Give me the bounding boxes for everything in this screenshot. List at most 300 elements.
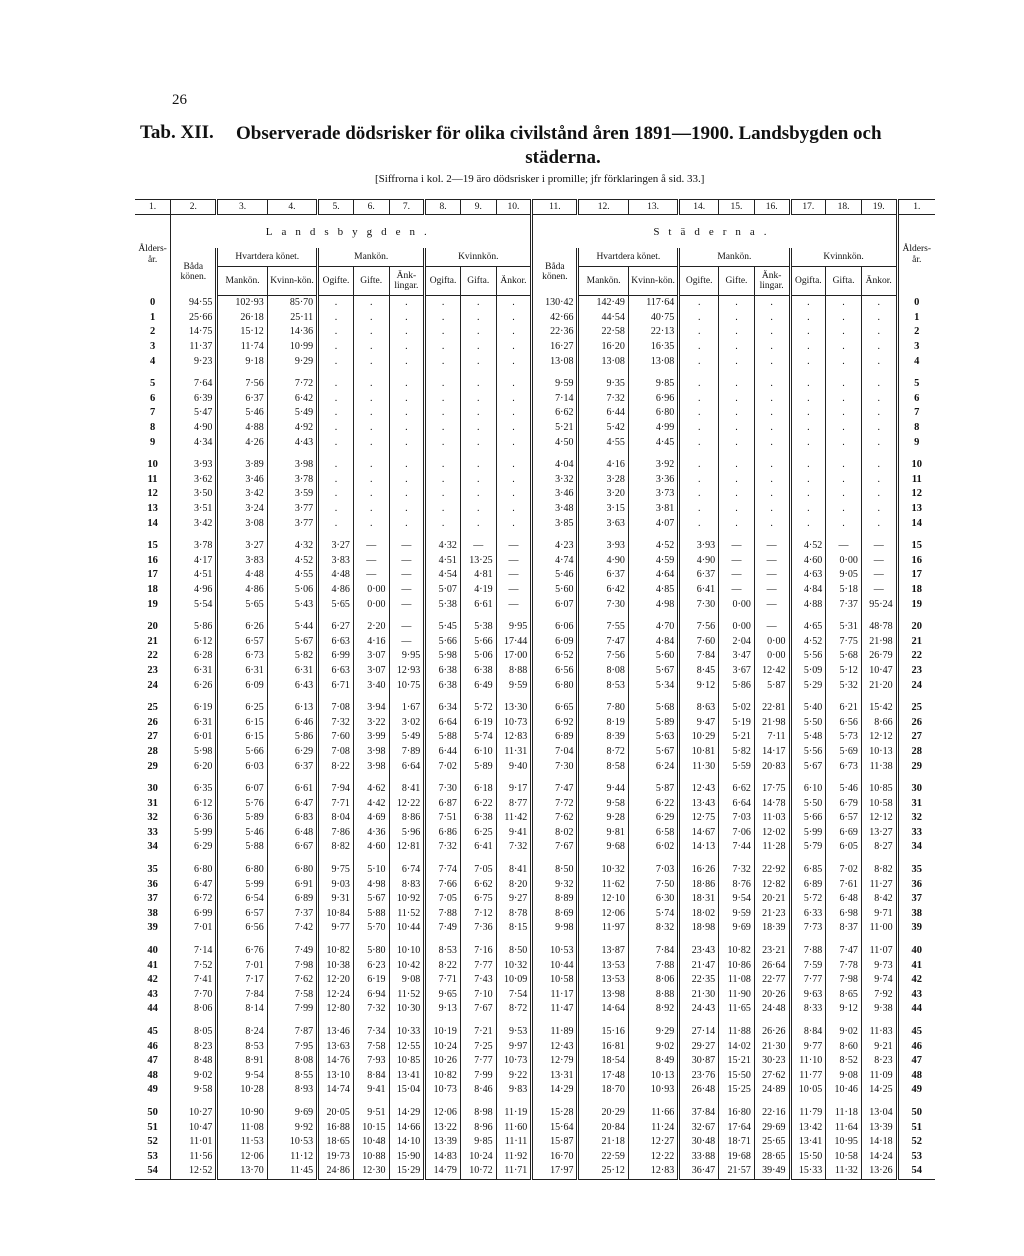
value-cell: 7·16: [460, 944, 496, 959]
value-cell: —: [719, 539, 755, 554]
value-cell: —: [861, 554, 897, 569]
value-cell: 7·41: [194, 974, 213, 986]
value-cell: 3·32: [532, 473, 578, 488]
value-cell: 4·32: [267, 539, 317, 554]
value-cell: 9·85: [628, 377, 678, 392]
value-cell: 5·88: [217, 840, 267, 855]
age-cell: 25: [135, 701, 171, 716]
value-cell: .: [353, 354, 389, 369]
table-row: [135, 1149, 935, 1164]
value-cell: 18·86: [679, 877, 719, 892]
table-row: [135, 944, 935, 959]
age-cell: 18: [135, 583, 171, 598]
value-cell: 11·64: [826, 1120, 862, 1135]
table-row: [135, 568, 935, 583]
value-cell: 7·12: [460, 907, 496, 922]
value-cell: 10·24: [460, 1149, 496, 1164]
value-cell: .: [353, 325, 389, 340]
value-cell: .: [353, 502, 389, 517]
value-cell: 3·98: [353, 759, 389, 774]
value-cell: 7·02: [826, 863, 862, 878]
value-cell: .: [790, 487, 826, 502]
value-cell: 6·06: [532, 620, 578, 635]
value-cell: 3·93: [194, 459, 213, 471]
group-spacer: [135, 612, 935, 620]
table-row: [135, 1164, 935, 1179]
value-cell: 8·96: [460, 1120, 496, 1135]
value-cell: 5·63: [628, 730, 678, 745]
value-cell: 11·18: [826, 1106, 862, 1121]
value-cell: 5·31: [826, 620, 862, 635]
value-cell: 8·14: [217, 1002, 267, 1017]
value-cell: 13·42: [790, 1120, 826, 1135]
value-cell: 5·67: [790, 759, 826, 774]
value-cell: 7·60: [679, 634, 719, 649]
value-cell: 3·02: [389, 715, 425, 730]
value-cell: 6·41: [679, 583, 719, 598]
value-cell: 6·64: [389, 759, 425, 774]
value-cell: 4·96: [194, 583, 213, 595]
value-cell: 7·01: [217, 958, 267, 973]
value-cell: .: [318, 502, 354, 517]
value-cell: 4·45: [628, 435, 678, 450]
value-cell: 7·95: [267, 1039, 317, 1054]
value-cell: 6·57: [217, 907, 267, 922]
value-cell: 6·44: [578, 406, 628, 421]
value-cell: 9·83: [496, 1083, 532, 1098]
value-cell: 4·07: [628, 516, 678, 531]
value-cell: 9·85: [460, 1135, 496, 1150]
value-cell: 6·57: [217, 634, 267, 649]
value-cell: 24·43: [679, 1002, 719, 1017]
value-cell: 6·31: [267, 664, 317, 679]
value-cell: 6·48: [826, 892, 862, 907]
column-number: 1.: [135, 200, 171, 215]
value-cell: 85·70: [267, 296, 317, 311]
value-cell: 5·07: [425, 583, 461, 598]
value-cell: 12·06: [425, 1106, 461, 1121]
value-cell: 4·43: [267, 435, 317, 450]
value-cell: 4·69: [353, 811, 389, 826]
value-cell: 8·82: [861, 863, 897, 878]
value-cell: 6·13: [267, 701, 317, 716]
value-cell: 6·33: [790, 907, 826, 922]
value-cell: 6·19: [194, 702, 213, 714]
value-cell: 9·54: [719, 892, 755, 907]
value-cell: 7·73: [790, 921, 826, 936]
age-cell: 40: [135, 944, 171, 959]
value-cell: 14·17: [754, 745, 790, 760]
value-cell: 14·76: [318, 1054, 354, 1069]
value-cell: 6·02: [628, 840, 678, 855]
value-cell: 17·75: [754, 782, 790, 797]
age-cell: 51: [135, 1120, 171, 1135]
value-cell: 13·25: [460, 554, 496, 569]
value-cell: 5·38: [460, 620, 496, 635]
value-cell: 11·27: [861, 877, 897, 892]
value-cell: 20·29: [578, 1106, 628, 1121]
age-cell: 12: [135, 487, 171, 502]
value-cell: 11·65: [719, 1002, 755, 1017]
value-cell: 8·41: [389, 782, 425, 797]
value-cell: 8·22: [425, 958, 461, 973]
value-cell: .: [496, 435, 532, 450]
value-cell: 6·62: [719, 782, 755, 797]
age-cell: 18: [897, 583, 935, 598]
value-cell: 4·51: [425, 554, 461, 569]
value-cell: 5·47: [194, 407, 213, 419]
age-cell: 38: [135, 907, 171, 922]
value-cell: 6·98: [826, 907, 862, 922]
married-male-header: Gifte.: [353, 267, 389, 296]
value-cell: .: [826, 311, 862, 326]
value-cell: 8·42: [861, 892, 897, 907]
value-cell: 7·87: [267, 1025, 317, 1040]
table-row: [135, 296, 935, 311]
age-cell: 13: [135, 502, 171, 517]
value-cell: .: [318, 435, 354, 450]
value-cell: 10·58: [532, 973, 578, 988]
value-cell: 3·99: [353, 730, 389, 745]
value-cell: .: [496, 325, 532, 340]
value-cell: 6·63: [318, 634, 354, 649]
value-cell: 4·34: [194, 436, 213, 448]
value-cell: 12·83: [628, 1164, 678, 1179]
value-cell: 4·81: [460, 568, 496, 583]
value-cell: 22·13: [628, 325, 678, 340]
value-cell: 13·31: [532, 1069, 578, 1084]
value-cell: 3·98: [353, 745, 389, 760]
value-cell: 3·42: [217, 487, 267, 502]
value-cell: 19·68: [719, 1149, 755, 1164]
value-cell: 6·38: [460, 664, 496, 679]
value-cell: 7·98: [826, 973, 862, 988]
value-cell: 11·01: [189, 1136, 213, 1148]
value-cell: 8·86: [389, 811, 425, 826]
age-cell: 46: [135, 1039, 171, 1054]
value-cell: 5·76: [217, 796, 267, 811]
value-cell: 6·86: [425, 826, 461, 841]
value-cell: 10·46: [826, 1083, 862, 1098]
value-cell: 12·43: [679, 782, 719, 797]
value-cell: 6·89: [267, 892, 317, 907]
value-cell: .: [790, 458, 826, 473]
value-cell: 11·38: [861, 759, 897, 774]
value-cell: .: [496, 473, 532, 488]
value-cell: 7·86: [318, 826, 354, 841]
value-cell: 7·67: [460, 1002, 496, 1017]
male-group-header-cities: Mankön.: [679, 248, 790, 267]
value-cell: 10·85: [389, 1054, 425, 1069]
value-cell: 5·18: [826, 583, 862, 598]
value-cell: 11·28: [754, 840, 790, 855]
age-cell: 19: [135, 597, 171, 612]
value-cell: 25·66: [189, 311, 213, 323]
value-cell: 15·12: [217, 325, 267, 340]
value-cell: 4·52: [628, 539, 678, 554]
value-cell: 3·93: [578, 539, 628, 554]
value-cell: 6·87: [425, 796, 461, 811]
value-cell: 15·50: [790, 1149, 826, 1164]
value-cell: 7·84: [217, 988, 267, 1003]
value-cell: 7·84: [679, 649, 719, 664]
age-cell: 12: [897, 487, 935, 502]
value-cell: 7·99: [267, 1002, 317, 1017]
value-cell: 9·41: [496, 826, 532, 841]
value-cell: 8·52: [826, 1054, 862, 1069]
age-cell: 39: [897, 921, 935, 936]
value-cell: 6·73: [826, 759, 862, 774]
value-cell: 22·59: [578, 1149, 628, 1164]
value-cell: 6·19: [460, 715, 496, 730]
value-cell: —: [496, 539, 532, 554]
value-cell: 9·95: [496, 620, 532, 635]
table-row: [135, 877, 935, 892]
value-cell: 4·86: [318, 583, 354, 598]
value-cell: 10·81: [679, 745, 719, 760]
value-cell: 10·42: [389, 958, 425, 973]
value-cell: .: [719, 406, 755, 421]
value-cell: .: [389, 354, 425, 369]
value-cell: 10·82: [425, 1069, 461, 1084]
value-cell: .: [460, 487, 496, 502]
value-cell: .: [719, 487, 755, 502]
value-cell: 12·22: [389, 796, 425, 811]
age-cell: 40: [897, 944, 935, 959]
value-cell: 5·46: [217, 406, 267, 421]
column-number: 10.: [496, 200, 532, 215]
value-cell: 8·58: [578, 759, 628, 774]
table-row: [135, 745, 935, 760]
value-cell: 6·35: [194, 783, 213, 795]
age-cell: 0: [897, 296, 935, 311]
age-cell: 15: [897, 539, 935, 554]
age-cell: 10: [135, 458, 171, 473]
value-cell: 9·59: [719, 907, 755, 922]
value-cell: 14·13: [679, 840, 719, 855]
value-cell: 8·78: [496, 907, 532, 922]
value-cell: 21·47: [679, 958, 719, 973]
value-cell: —: [389, 568, 425, 583]
value-cell: .: [861, 421, 897, 436]
value-cell: 8·06: [628, 973, 678, 988]
column-number: 13.: [628, 200, 678, 215]
value-cell: 4·16: [578, 458, 628, 473]
value-cell: 10·53: [267, 1135, 317, 1150]
value-cell: .: [826, 325, 862, 340]
value-cell: 11·97: [578, 921, 628, 936]
value-cell: 6·94: [353, 988, 389, 1003]
value-cell: 17·97: [532, 1164, 578, 1179]
value-cell: .: [425, 296, 461, 311]
value-cell: 3·07: [353, 664, 389, 679]
age-cell: 33: [897, 826, 935, 841]
value-cell: 8·19: [578, 715, 628, 730]
value-cell: 5·54: [194, 598, 213, 610]
value-cell: .: [861, 435, 897, 450]
age-cell: 20: [897, 620, 935, 635]
value-cell: .: [826, 421, 862, 436]
value-cell: 6·73: [217, 649, 267, 664]
value-cell: 14·29: [532, 1083, 578, 1098]
value-cell: .: [353, 421, 389, 436]
value-cell: 10·92: [389, 892, 425, 907]
value-cell: 4·51: [194, 569, 213, 581]
age-cell: 9: [897, 435, 935, 450]
value-cell: 9·18: [217, 354, 267, 369]
value-cell: 12·55: [389, 1039, 425, 1054]
value-cell: 7·30: [679, 597, 719, 612]
value-cell: 30·48: [679, 1135, 719, 1150]
age-cell: 14: [135, 516, 171, 531]
value-cell: 6·71: [318, 678, 354, 693]
age-cell: 20: [135, 620, 171, 635]
value-cell: 8·05: [194, 1026, 213, 1038]
value-cell: .: [318, 296, 354, 311]
group-header-row: [135, 248, 935, 267]
age-cell: 45: [135, 1025, 171, 1040]
value-cell: 7·64: [194, 378, 213, 390]
value-cell: 5·86: [194, 621, 213, 633]
value-cell: 4·86: [217, 583, 267, 598]
value-cell: 42·66: [532, 311, 578, 326]
age-cell: 42: [897, 973, 935, 988]
value-cell: 6·99: [194, 907, 213, 919]
value-cell: 5·66: [217, 745, 267, 760]
value-cell: —: [389, 597, 425, 612]
value-cell: 5·45: [425, 620, 461, 635]
age-cell: 37: [135, 892, 171, 907]
value-cell: 11·19: [496, 1106, 532, 1121]
table-row: [135, 354, 935, 369]
value-cell: 10·73: [496, 1054, 532, 1069]
value-cell: 11·52: [389, 988, 425, 1003]
value-cell: 95·24: [861, 597, 897, 612]
value-cell: .: [826, 406, 862, 421]
widows-header: Änkor.: [496, 267, 532, 296]
age-cell: 25: [897, 701, 935, 716]
age-cell: 53: [135, 1149, 171, 1164]
group-spacer: [135, 774, 935, 782]
value-cell: .: [318, 340, 354, 355]
value-cell: 12·42: [754, 664, 790, 679]
table-row: [135, 340, 935, 355]
value-cell: .: [826, 516, 862, 531]
value-cell: 3·85: [532, 516, 578, 531]
value-cell: 3·94: [353, 701, 389, 716]
group-spacer: [135, 1017, 935, 1025]
column-number: 5.: [318, 200, 354, 215]
value-cell: .: [679, 296, 719, 311]
value-cell: 5·65: [217, 597, 267, 612]
value-cell: 5·48: [790, 730, 826, 745]
value-cell: 6·64: [425, 715, 461, 730]
value-cell: 20·26: [754, 988, 790, 1003]
value-cell: 7·47: [826, 944, 862, 959]
value-cell: 9·69: [267, 1106, 317, 1121]
value-cell: 10·32: [496, 958, 532, 973]
value-cell: 16·88: [318, 1120, 354, 1135]
value-cell: 20·05: [318, 1106, 354, 1121]
value-cell: 5·98: [425, 649, 461, 664]
value-cell: 7·02: [425, 759, 461, 774]
value-cell: 14·10: [389, 1135, 425, 1150]
value-cell: .: [754, 421, 790, 436]
value-cell: .: [826, 392, 862, 407]
value-cell: 6·96: [628, 392, 678, 407]
table-row: [135, 1106, 935, 1121]
value-cell: 7·62: [532, 811, 578, 826]
value-cell: 6·25: [460, 826, 496, 841]
value-cell: 12·06: [578, 907, 628, 922]
value-cell: 3·08: [217, 516, 267, 531]
value-cell: 4·92: [267, 421, 317, 436]
value-cell: .: [790, 354, 826, 369]
value-cell: .: [460, 473, 496, 488]
age-cell: 45: [897, 1025, 935, 1040]
unmarried-female-header: Ogifta.: [425, 267, 461, 296]
value-cell: 20·83: [754, 759, 790, 774]
value-cell: 16·80: [719, 1106, 755, 1121]
value-cell: .: [389, 311, 425, 326]
value-cell: 21·98: [861, 634, 897, 649]
value-cell: 6·65: [532, 701, 578, 716]
value-cell: .: [679, 473, 719, 488]
value-cell: 12·79: [532, 1054, 578, 1069]
value-cell: 7·58: [267, 988, 317, 1003]
value-cell: .: [719, 325, 755, 340]
value-cell: 5·32: [826, 678, 862, 693]
value-cell: 9·44: [578, 782, 628, 797]
value-cell: 8·89: [532, 892, 578, 907]
age-cell: 3: [897, 340, 935, 355]
value-cell: 1·67: [389, 701, 425, 716]
age-cell: 41: [135, 958, 171, 973]
value-cell: 5·46: [532, 568, 578, 583]
value-cell: 10·86: [719, 958, 755, 973]
value-cell: 6·22: [460, 796, 496, 811]
age-cell: 19: [897, 597, 935, 612]
value-cell: 9·32: [532, 877, 578, 892]
value-cell: 9·23: [194, 355, 213, 367]
value-cell: 13·30: [496, 701, 532, 716]
value-cell: 3·27: [318, 539, 354, 554]
value-cell: 11·07: [861, 944, 897, 959]
value-cell: 5·72: [460, 701, 496, 716]
value-cell: .: [679, 340, 719, 355]
value-cell: 18·70: [578, 1083, 628, 1098]
value-cell: 25·12: [578, 1164, 628, 1179]
table-row: [135, 958, 935, 973]
subtitle: [Siffrorna i kol. 2—19 äro dödsrisker i promille; jfr förklaringen å sid. 33.]: [375, 173, 705, 185]
age-cell: 54: [135, 1164, 171, 1179]
value-cell: 9·63: [790, 988, 826, 1003]
table-row: [135, 502, 935, 517]
value-cell: .: [861, 354, 897, 369]
value-cell: 9·02: [826, 1025, 862, 1040]
both-sexes-header-cities: Båda könen.: [532, 248, 578, 296]
value-cell: 14·02: [719, 1039, 755, 1054]
age-cell: 31: [135, 796, 171, 811]
value-cell: .: [826, 435, 862, 450]
value-cell: 7·03: [628, 863, 678, 878]
value-cell: 6·09: [217, 678, 267, 693]
value-cell: 8·91: [217, 1054, 267, 1069]
value-cell: 48·78: [861, 620, 897, 635]
value-cell: 5·44: [267, 620, 317, 635]
value-cell: 7·77: [790, 973, 826, 988]
value-cell: 6·92: [532, 715, 578, 730]
